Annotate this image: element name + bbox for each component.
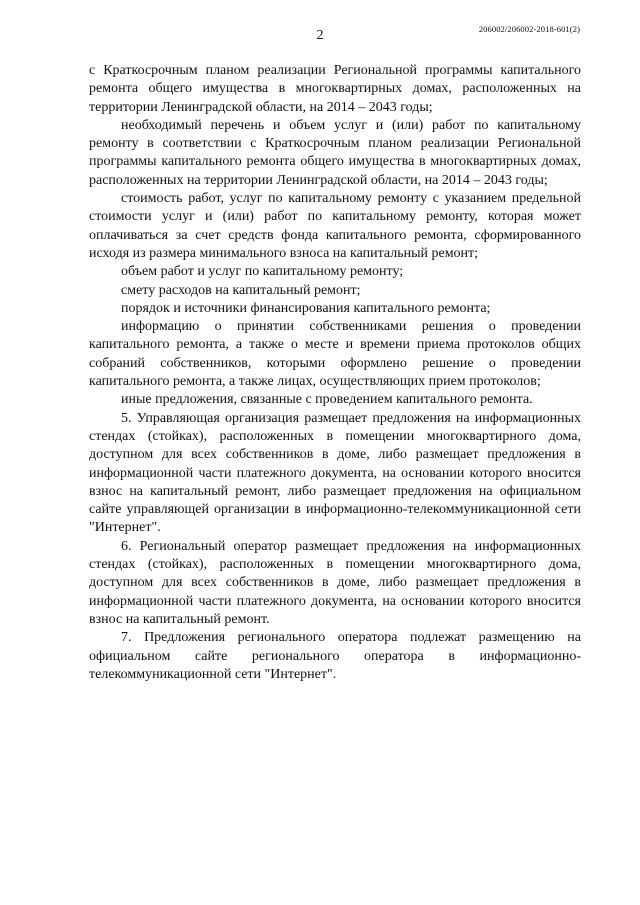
paragraph-list-item: необходимый перечень и объем услуг и (или) работ по капитальному ремонту в соответствии с Краткосрочным планом реализации Региональной программы капитального ремонта общего имущества в многоквартирных домах, расположенных на территории Ленинградской области, на 2014 – 2043 годы; bbox=[89, 117, 581, 188]
paragraph-clause-6: 6. Региональный оператор размещает предложения на информационных стендах (стойках), расположенных в помещении многоквартирного дома, доступном для всех собственников в доме, либо размещает предложения в информационной части платежного документа, на основании которого вносится взнос на капитальный ремонт. bbox=[89, 538, 581, 627]
document-body bbox=[89, 62, 581, 684]
paragraph-list-item: стоимость работ, услуг по капитальному ремонту с указанием предельной стоимости услуг и (или) работ по капитальному ремонту, которая может оплачиваться за счет средств фонда капитального ремонта, сформированного исходя из размера минимального взноса на капитальный ремонт; bbox=[89, 191, 581, 261]
paragraph-clause-5: 5. Управляющая организация размещает предложения на информационных стендах (стойках), расположенных в помещении многоквартирного дома, доступном для всех собственников в доме, либо размещает предложения в информационной части платежного документа, на основании которого вносится взнос на капитальный ремонт, либо размещает предложения на официальном сайте управляющей организации в информационно-телекоммуникационной сети "Интернет". bbox=[89, 410, 581, 536]
paragraph-list-item: информацию о принятии собственниками решения о проведении капитального ремонта, а также о месте и времени приема протоколов общих собраний собственников, которыми оформлено решение о проведении капитального ремонта, а также лицах, осуществляющих прием протоколов; bbox=[89, 319, 581, 390]
document-code: 206002/206002-2018-601(2) bbox=[478, 24, 580, 34]
paragraph-list-item: смету расходов на капитальный ремонт; bbox=[121, 282, 361, 298]
page-number: 2 bbox=[316, 28, 324, 43]
paragraph-list-item: иные предложения, связанные с проведением капитального ремонта. bbox=[121, 392, 533, 408]
paragraph-list-item: порядок и источники финансирования капитального ремонта; bbox=[121, 300, 491, 316]
paragraph-clause-7: 7. Предложения регионального оператора подлежат размещению на официальном сайте регионального оператора в информационно-телекоммуникационной сети "Интернет". bbox=[89, 630, 581, 682]
paragraph-continuation: с Краткосрочным планом реализации Региональной программы капитального ремонта общего имущества в многоквартирных домах, расположенных на территории Ленинградской области, на 2014 – 2043 годы; bbox=[89, 63, 581, 115]
paragraph-list-item: объем работ и услуг по капитальному ремонту; bbox=[121, 264, 404, 280]
